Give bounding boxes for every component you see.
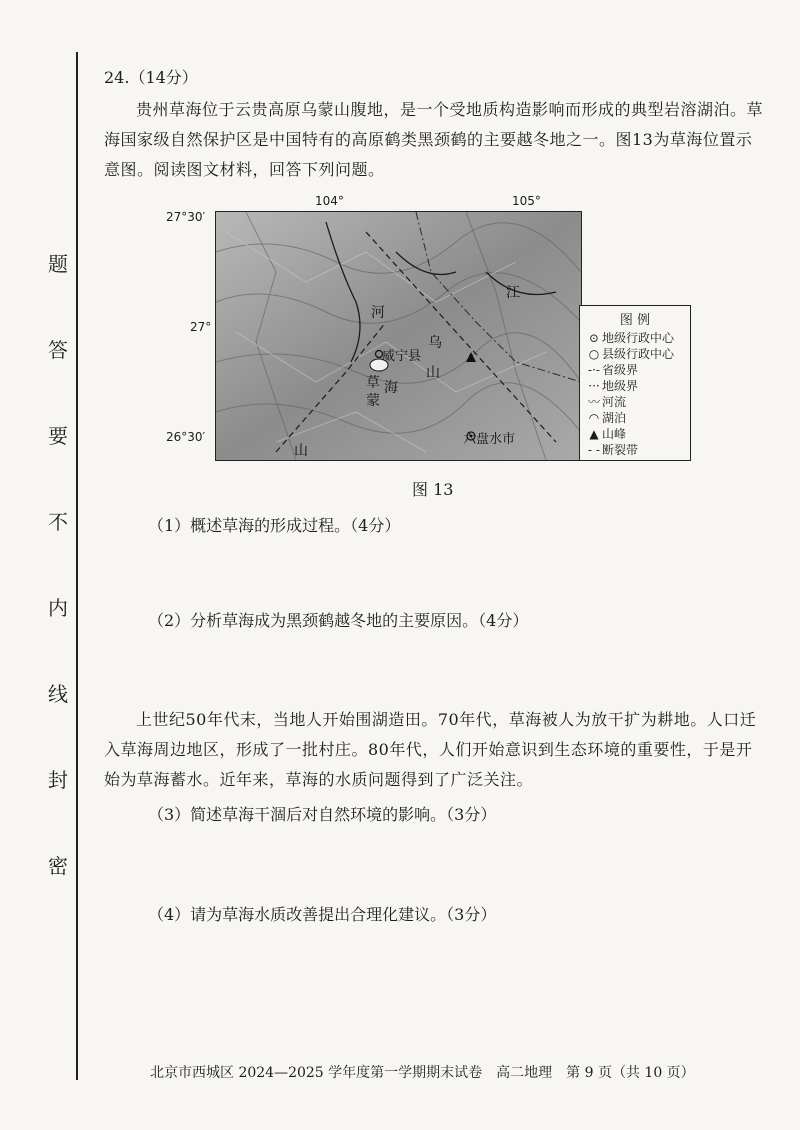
- legend-item-fault: - - 断裂带: [586, 441, 638, 458]
- mountain-peak-icon: ▲: [589, 427, 599, 441]
- question-header: 24.（14分）: [104, 68, 198, 87]
- caohai-location-map: [215, 211, 582, 461]
- legend-item-peak: ▲ 山峰: [586, 425, 626, 442]
- lake-icon: ◠: [588, 411, 600, 425]
- lat-label: 26°30′: [166, 430, 206, 444]
- map-label-liupanshui: 六盘水市: [463, 432, 516, 447]
- question-3: （3）简述草海干涸后对自然环境的影响。（3分）: [148, 805, 497, 824]
- fault-zone-icon: - -: [588, 443, 600, 457]
- question-1: （1）概述草海的形成过程。（4分）: [148, 516, 401, 535]
- lon-label: 104°: [315, 194, 344, 208]
- question-intro: 贵州草海位于云贵高原乌蒙山腹地，是一个受地质构造影响而形成的典型岩溶湖泊。草海国家级自然保护区是中国特有的高原鹤类黑颈鹤的主要越冬地之一。图13为草海位置示意图。阅读图文材料，回答下列问题。: [104, 100, 764, 179]
- seal-char: 不: [48, 510, 68, 534]
- seal-char: 要: [48, 424, 68, 448]
- map-label-wumeng: 蒙: [366, 393, 380, 409]
- lon-label: 105°: [512, 194, 541, 208]
- seal-char: 密: [48, 854, 68, 878]
- page-footer: 北京市西城区 2024—2025 学年度第一学期期末试卷 高二地理 第 9 页（共 10 页）: [150, 1065, 695, 1081]
- map-label-caohai: 海: [384, 380, 398, 396]
- question-2: （2）分析草海成为黑颈鹤越冬地的主要原因。（4分）: [148, 611, 529, 630]
- legend-title: 图 例: [619, 313, 651, 328]
- map-label-river: 河: [371, 305, 385, 321]
- seal-char: 封: [48, 768, 68, 792]
- map-label-mountain: 山: [426, 365, 440, 381]
- map-label-wumeng: 山: [294, 443, 308, 459]
- figure-caption: 图 13: [412, 480, 454, 499]
- legend-item-lake: ◠ 湖泊: [586, 409, 626, 426]
- seal-char: 内: [48, 596, 68, 620]
- legend-item-prefecture-boundary: ··· 地级界: [586, 377, 638, 394]
- binding-margin-line: [76, 52, 78, 1080]
- legend-item-province-boundary: -·- 省级界: [586, 361, 638, 378]
- legend-item-prefecture-center: ⊙ 地级行政中心: [586, 329, 674, 346]
- material-text: 上世纪50年代末，当地人开始围湖造田。70年代，草海被人为放干扩为耕地。人口迁入草海周边地区，形成了一批村庄。80年代，人们开始意识到生态环境的重要性，于是开始为草海蓄水。近年来，草海的水质问题得到了广泛关注。: [104, 710, 757, 789]
- map-label-river: 江: [506, 285, 520, 301]
- county-center-icon: ○: [588, 347, 600, 361]
- map-label-wumeng: 乌: [428, 335, 442, 351]
- river-icon: 〰: [587, 395, 600, 409]
- map-label-weining: 威宁县: [382, 349, 422, 364]
- prefecture-center-icon: ⊙: [588, 331, 600, 345]
- lat-label: 27°: [190, 320, 212, 334]
- lat-label: 27°30′: [166, 210, 206, 224]
- terrain-relief: [216, 212, 581, 460]
- province-boundary-icon: -·-: [588, 363, 600, 377]
- map-legend: [579, 305, 691, 461]
- legend-item-county-center: ○ 县级行政中心: [586, 345, 674, 362]
- prefecture-boundary-icon: ···: [588, 379, 600, 393]
- seal-char: 题: [48, 252, 68, 276]
- seal-char: 线: [48, 682, 68, 706]
- seal-char: 答: [48, 338, 68, 362]
- question-4: （4）请为草海水质改善提出合理化建议。（3分）: [148, 905, 497, 924]
- legend-item-river: 〰 河流: [587, 395, 627, 409]
- map-label-caohai: 草: [366, 375, 380, 391]
